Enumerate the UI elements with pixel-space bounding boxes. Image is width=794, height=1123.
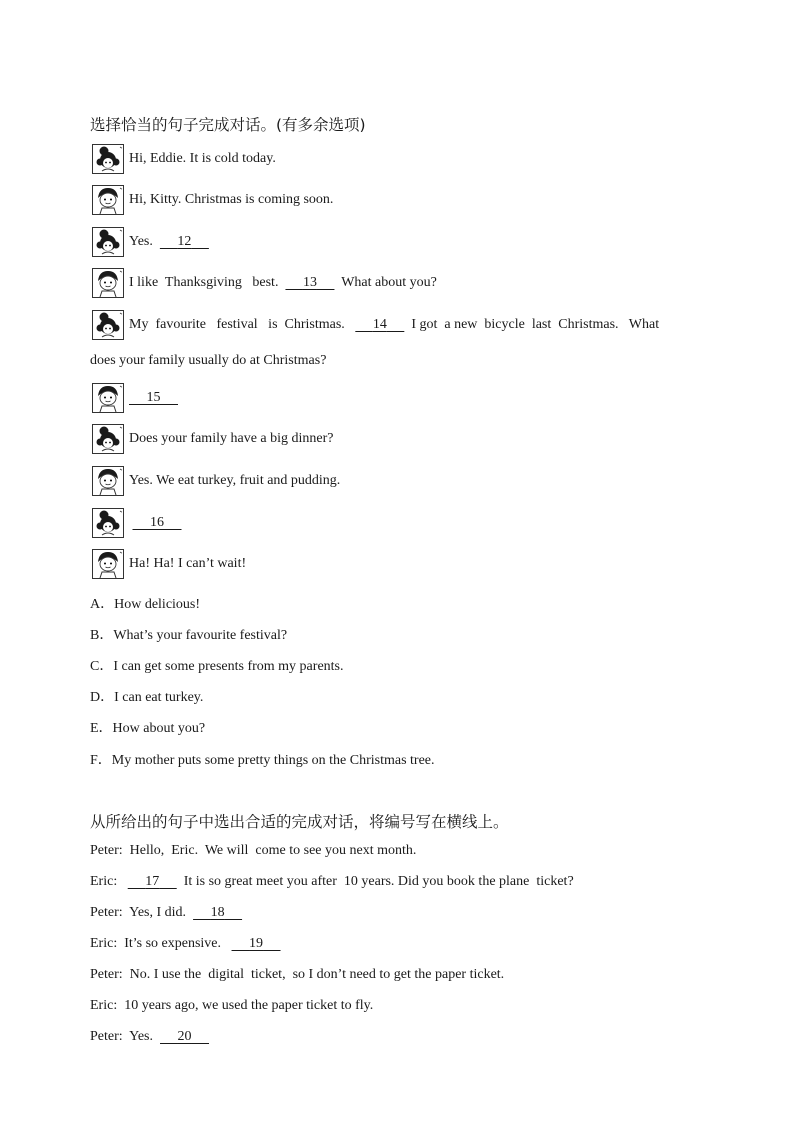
dialogue-continuation: does your family usually do at Christmas? (90, 353, 327, 368)
dialogue-text (129, 515, 182, 531)
answer-blank[interactable]: 12 (177, 234, 192, 249)
option-d: D．I can eat turkey. (90, 690, 204, 705)
dialogue-text: I like Thanksgiving best. 13 What about you? (129, 275, 437, 290)
answer-blank[interactable]: 18 (210, 905, 225, 920)
option-c: C．I can get some presents from my parents. (90, 659, 344, 674)
girl-avatar-icon (92, 508, 124, 538)
girl-avatar-icon (92, 424, 124, 454)
section2-heading: 从所给出的句子中选出合适的完成对话，将编号写在横线上。 (90, 813, 509, 831)
option-e: E．How about you? (90, 721, 206, 736)
dialogue-line: Peter: Hello, Eric. We will come to see you next month. (90, 843, 417, 858)
dialogue-text: My favourite festival is Christmas. 14 I got a new bicycle last Christmas. What (129, 317, 660, 332)
girl-avatar-icon (92, 144, 124, 174)
girl-avatar-icon (92, 310, 124, 340)
dialogue-line: Eric: It’s so expensive. 19 (90, 936, 281, 952)
dialogue-line (92, 466, 340, 496)
dialogue-text: Does your family have a big dinner? (129, 431, 334, 446)
dialogue-line (92, 144, 276, 174)
answer-blank[interactable]: 20 (177, 1029, 192, 1044)
dialogue-text: Hi, Kitty. Christmas is coming soon. (129, 192, 334, 207)
dialogue-line: Eric: 10 years ago, we used the paper ticket to fly. (90, 998, 374, 1013)
boy-avatar-icon (92, 185, 124, 215)
dialogue-line: Peter: Yes, I did. 18 (90, 905, 242, 921)
boy-avatar-icon (92, 466, 124, 496)
dialogue-line (92, 424, 334, 454)
answer-blank[interactable]: 14 (372, 317, 387, 332)
boy-avatar-icon (92, 383, 124, 413)
option-a: A．How delicious! (90, 597, 201, 612)
dialogue-text: Yes. 12 (129, 234, 209, 250)
option-b: B．What’s your favourite festival? (90, 628, 288, 643)
dialogue-line (92, 310, 659, 340)
answer-blank[interactable]: 13 (302, 275, 317, 290)
boy-avatar-icon (92, 268, 124, 298)
dialogue-line (92, 549, 246, 579)
dialogue-line (92, 227, 209, 257)
dialogue-text (129, 390, 178, 406)
answer-blank[interactable]: 15 (146, 390, 161, 405)
dialogue-line: Peter: Yes. 20 (90, 1029, 209, 1045)
option-f: F．My mother puts some pretty things on the Christmas tree. (90, 753, 435, 768)
dialogue-line (92, 268, 437, 298)
girl-avatar-icon (92, 227, 124, 257)
dialogue-text: Yes. We eat turkey, fruit and pudding. (129, 473, 341, 488)
dialogue-line (92, 185, 333, 215)
answer-blank[interactable]: 19 (249, 936, 264, 951)
answer-blank[interactable]: 16 (150, 515, 164, 530)
dialogue-text: Hi, Eddie. It is cold today. (129, 151, 276, 166)
answer-blank[interactable]: 17 (145, 874, 160, 889)
dialogue-line: Peter: No. I use the digital ticket, so I don’t need to get the paper ticket. (90, 967, 505, 982)
boy-avatar-icon (92, 549, 124, 579)
dialogue-line (92, 508, 182, 538)
section1-heading: 选择恰当的句子完成对话。(有多余选项) (90, 116, 366, 134)
dialogue-text: Ha! Ha! I can’t wait! (129, 556, 247, 571)
dialogue-line (92, 383, 178, 413)
dialogue-line: Eric: 17 It is so great meet you after 10 years. Did you book the plane ticket? (90, 874, 574, 889)
